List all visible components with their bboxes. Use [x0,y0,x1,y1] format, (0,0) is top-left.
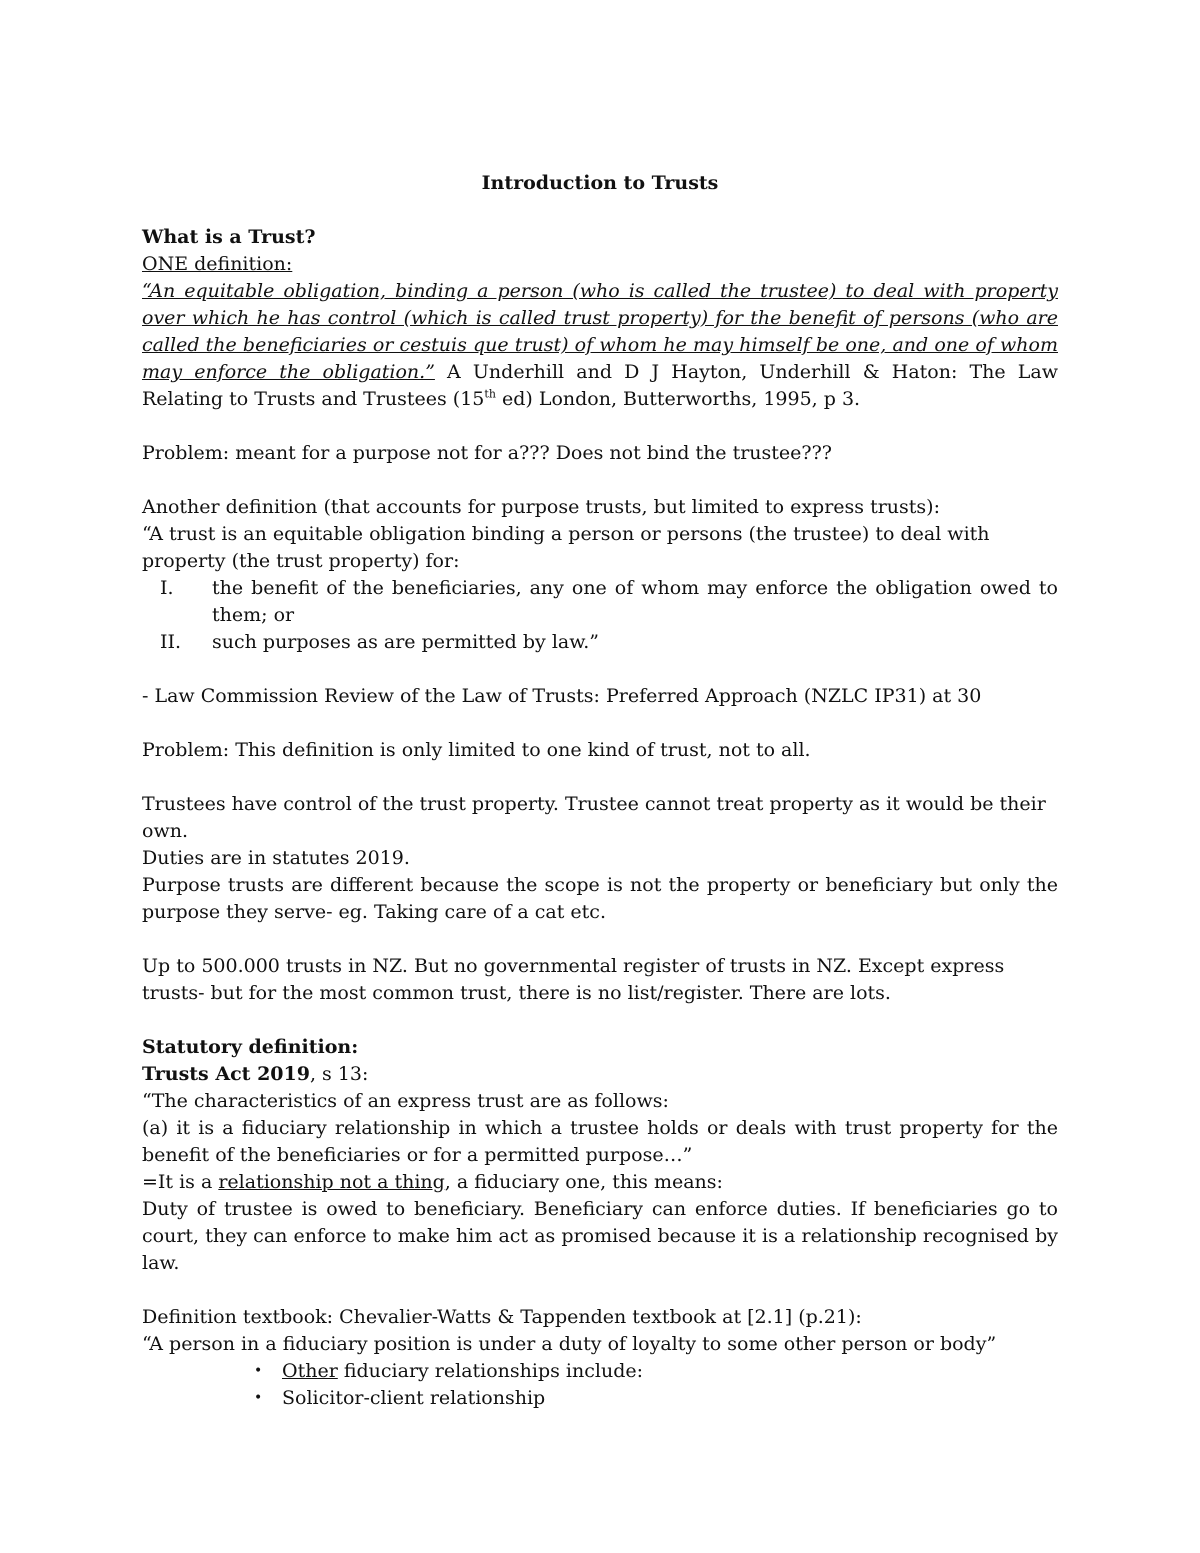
definition-one-citation-b: ed) London, Butterworths, 1995, p 3. [495,388,861,410]
definition-two-quote: “A trust is an equitable obligation binding a person or persons (the trustee) to deal with property (the trust property) for: [142,523,990,572]
list-item [142,629,1058,656]
definition-one-citation-a: A Underhill and D J Hayton, Underhill & Haton: The Law Relating to Trusts and Trustees (15 [142,361,1058,410]
statutory-definition-heading: Statutory definition: [142,1036,359,1058]
document-page [142,168,1058,1412]
textbook-definition-text: Definition textbook: Chevalier-Watts & Tappenden textbook at [2.1] (p.21): [142,1306,862,1328]
law-commission-citation: - Law Commission Review of the Law of Trusts: Preferred Approach (NZLC IP31) at 30 [142,685,982,707]
another-definition-text: Another definition (that accounts for purpose trusts, but limited to express trusts): [142,496,940,518]
purpose-trusts-text: Purpose trusts are different because the scope is not the property or beneficiary but only the purpose they serve- eg. Taking care of a cat etc. [142,874,1058,923]
spacer [142,1277,1058,1304]
list-item-text: the benefit of the beneficiaries, any one of whom may enforce the obligation owed to them; or [212,577,1058,626]
trustees-control-text: Trustees have control of the trust property. Trustee cannot treat property as it would be their own. [142,793,1046,842]
bullet-solicitor-text: Solicitor-client relationship [282,1387,546,1409]
definition-one-paragraph [142,278,1058,413]
relationship-prefix: =It is a [142,1171,219,1193]
definition-two-list [142,575,1058,656]
spacer [142,1007,1058,1034]
fiduciary-quote: “A person in a fiduciary position is under a duty of loyalty to some other person or body” [142,1333,997,1355]
duties-text: Duties are in statutes 2019. [142,847,410,869]
definition-one-quote: “An equitable obligation, binding a person (who is called the trustee) to deal with property over which he has control (which is called trust property) for the benefit of persons (who are called the beneficiaries or cestuis que trust) of whom he may himself be one, and one of whom may enforce the obligation.” [142,280,1058,383]
spacer [142,413,1058,440]
bullet-other-rest: fiduciary relationships include: [337,1360,644,1382]
list-item [142,1358,1058,1385]
bullet-other-underlined: Other [282,1360,338,1382]
characteristics-text: “The characteristics of an express trust are as follows: [142,1090,669,1112]
list-item [142,1385,1058,1412]
document-title: Introduction to Trusts [481,172,719,194]
duty-of-trustee-text: Duty of trustee is owed to beneficiary. Beneficiary can enforce duties. If beneficiaries go to court, they can enforce to make him act as promised because it is a relationship recognised by law. [142,1198,1058,1274]
act-name: Trusts Act 2019 [142,1063,310,1085]
list-item-text: such purposes as are permitted by law.” [212,631,599,653]
problem-one-text: Problem: meant for a purpose not for a??? Does not bind the trustee??? [142,442,832,464]
spacer [142,926,1058,953]
bullet-icon: • [254,1363,263,1379]
list-item-number: I. [160,577,174,599]
list-item-number: II. [160,631,182,653]
spacer [142,710,1058,737]
section-heading-what-is-trust: What is a Trust? [142,226,316,248]
relationship-suffix: , a fiduciary one, this means: [444,1171,723,1193]
spacer [142,656,1058,683]
spacer [142,764,1058,791]
bullet-icon: • [254,1390,263,1406]
problem-two-text: Problem: This definition is only limited to one kind of trust, not to all. [142,739,811,761]
spacer [142,467,1058,494]
definition-one-citation-sup: th [484,387,496,401]
characteristic-a-text: (a) it is a fiduciary relationship in which a trustee holds or deals with trust property for the benefit of the beneficiaries or for a permitted purpose…” [142,1117,1058,1166]
act-section: , s 13: [309,1063,369,1085]
one-definition-label: ONE definition: [142,253,293,275]
relationship-underlined: relationship not a thing [218,1171,445,1193]
act-reference [142,1061,1058,1088]
list-item [142,575,1058,629]
fiduciary-bullet-list [142,1358,1058,1412]
trust-count-text: Up to 500.000 trusts in NZ. But no governmental register of trusts in NZ. Except express trusts- but for the most common trust, there is no list/register. There are lots. [142,955,1005,1004]
relationship-text [142,1169,1058,1196]
